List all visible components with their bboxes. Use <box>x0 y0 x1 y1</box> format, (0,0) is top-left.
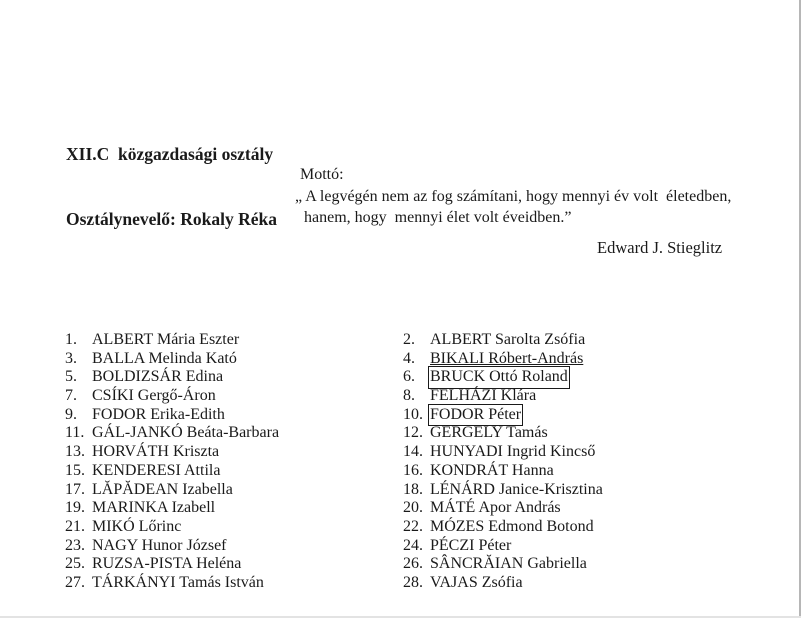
list-item <box>65 462 279 481</box>
student-number: 23. <box>65 536 85 554</box>
student-number: 5. <box>65 368 77 386</box>
student-name: MIKÓ Lőrinc <box>92 517 182 535</box>
list-item <box>403 481 603 500</box>
list-item <box>65 406 279 425</box>
student-name: BRUCK Ottó Roland <box>430 368 568 386</box>
student-name: MÓZES Edmond Botond <box>430 517 594 535</box>
list-item <box>65 368 279 387</box>
student-number: 12. <box>403 424 423 442</box>
list-item <box>403 350 603 369</box>
motto-attribution: Edward J. Stieglitz <box>597 238 723 257</box>
student-number: 2. <box>403 331 415 348</box>
student-name: KONDRÁT Hanna <box>430 461 554 479</box>
list-item <box>65 424 279 443</box>
student-name: CSÍKI Gergő-Áron <box>92 387 216 405</box>
student-name: RUZSA-PISTA Heléna <box>92 555 242 573</box>
student-number: 21. <box>65 517 85 535</box>
student-name: PÉCZI Péter <box>430 536 512 554</box>
student-name: GÁL-JANKÓ Beáta-Barbara <box>92 424 280 442</box>
student-number: 3. <box>65 349 77 367</box>
student-name: FODOR Péter <box>430 405 522 423</box>
student-number: 28. <box>403 573 423 591</box>
student-number: 26. <box>403 555 423 573</box>
list-item <box>403 406 603 425</box>
student-number: 25. <box>65 555 85 573</box>
list-item <box>65 350 279 369</box>
student-number: 24. <box>403 536 423 554</box>
student-name: NAGY Hunor József <box>92 536 227 554</box>
student-name: MARINKA Izabell <box>92 499 216 517</box>
student-number: 15. <box>65 461 85 479</box>
student-name: KENDERESI Attila <box>92 461 221 479</box>
student-number: 7. <box>65 387 77 405</box>
student-number: 20. <box>403 499 423 517</box>
student-list-right-column <box>403 331 603 593</box>
list-item <box>65 518 279 537</box>
student-list-left-column <box>65 331 279 593</box>
class-teacher: Osztálynevelő: Rokaly Réka <box>66 208 277 229</box>
list-item <box>403 387 603 406</box>
student-name: HUNYADI Ingrid Kincső <box>430 443 596 461</box>
list-item <box>403 368 603 387</box>
class-title: XII.C közgazdasági osztály <box>66 144 274 164</box>
student-number: 13. <box>65 443 85 461</box>
student-number: 22. <box>403 517 423 535</box>
list-item <box>65 387 279 406</box>
list-item <box>65 443 279 462</box>
student-name: SÂNCRĂIAN Gabriella <box>430 555 587 573</box>
student-name: BOLDIZSÁR Edina <box>92 368 224 386</box>
student-number: 6. <box>403 368 415 386</box>
student-number: 9. <box>65 405 77 423</box>
list-item <box>403 518 603 537</box>
list-item <box>65 555 279 574</box>
student-number: 16. <box>403 461 423 479</box>
student-name: ALBERT Mária Eszter <box>92 331 240 348</box>
student-name: HORVÁTH Kriszta <box>92 443 220 461</box>
student-number: 8. <box>403 387 415 405</box>
student-number: 19. <box>65 499 85 517</box>
document-header <box>66 101 277 273</box>
student-number: 10. <box>403 405 423 423</box>
student-name: TÁRKÁNYI Tamás István <box>92 573 264 591</box>
student-name: ALBERT Sarolta Zsófia <box>430 331 586 348</box>
student-name: GERGELY Tamás <box>430 424 548 442</box>
list-item <box>403 331 603 350</box>
student-name: FELHÁZI Klára <box>430 387 537 405</box>
list-item <box>403 537 603 556</box>
motto-quote-line1: „ A legvégén nem az fog számítani, hogy mennyi év volt életedben, <box>295 188 732 205</box>
student-number: 18. <box>403 480 423 498</box>
list-item <box>65 499 279 518</box>
list-item <box>403 499 603 518</box>
student-number: 1. <box>65 331 77 348</box>
motto-label: Mottó: <box>300 166 344 183</box>
student-name: LÉNÁRD Janice-Krisztina <box>430 480 603 498</box>
student-number: 4. <box>403 349 415 367</box>
list-item <box>403 574 603 593</box>
list-item <box>65 331 279 350</box>
student-number: 27. <box>65 573 85 591</box>
list-item <box>65 481 279 500</box>
student-number: 17. <box>65 480 85 498</box>
motto-quote-line2: hanem, hogy mennyi élet volt éveidben.” <box>304 209 572 226</box>
list-item <box>403 462 603 481</box>
student-number: 11. <box>65 424 85 442</box>
student-name: FODOR Erika-Edith <box>92 405 225 423</box>
student-name: VAJAS Zsófia <box>430 573 523 591</box>
list-item <box>403 443 603 462</box>
student-number: 14. <box>403 443 423 461</box>
list-item <box>403 424 603 443</box>
student-name: MÁTÉ Apor András <box>430 499 561 517</box>
list-item <box>65 574 279 593</box>
list-item <box>65 537 279 556</box>
student-name: BALLA Melinda Kató <box>92 349 237 367</box>
student-name: BIKALI Róbert-András <box>430 349 584 367</box>
list-item <box>403 555 603 574</box>
student-name: LĂPĂDEAN Izabella <box>92 480 233 498</box>
